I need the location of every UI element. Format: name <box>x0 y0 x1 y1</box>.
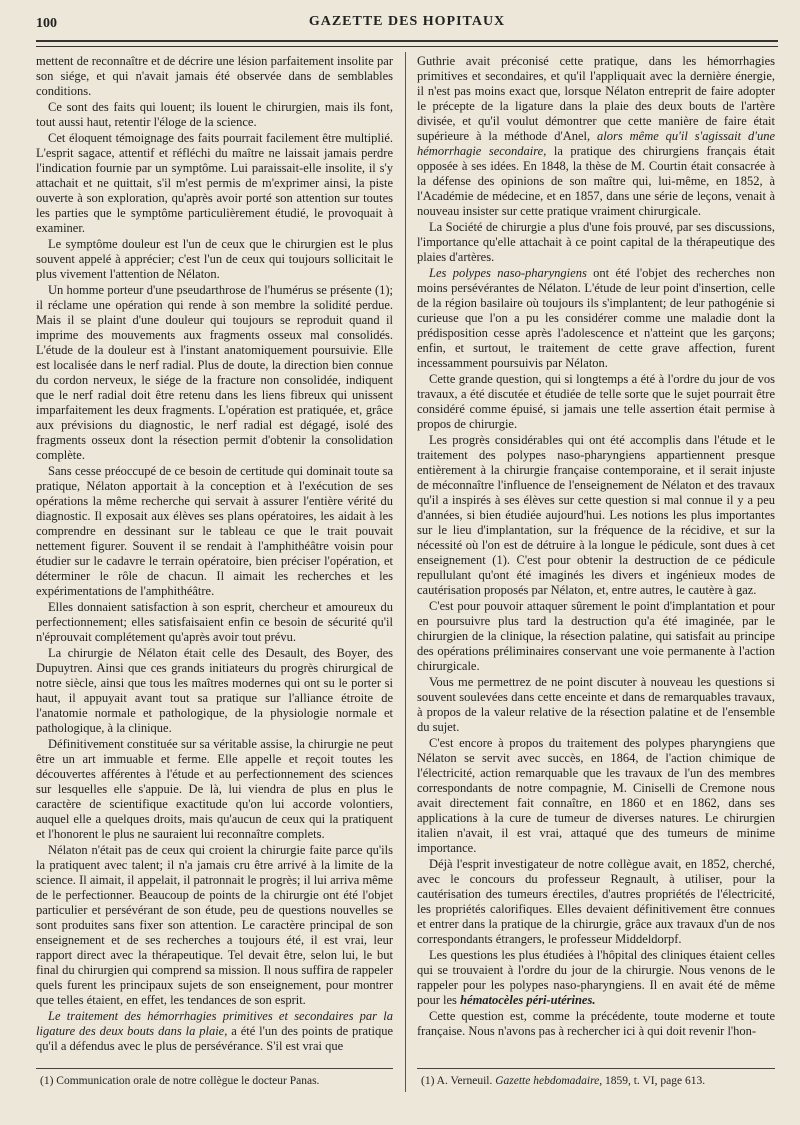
header-rule <box>36 40 778 47</box>
footnote-left: (1) Communication orale de notre collègue le docteur Panas. <box>40 1075 320 1087</box>
paragraph: Ce sont des faits qui louent; ils louent le chirurgien, mais ils font, tout aussi haut, retentir l'éloge de la science. <box>36 100 393 129</box>
left-column <box>36 54 393 1055</box>
text-run: ont été l'objet des recherches non moins persévérantes de Nélaton. L'étude de leur point d'insertion, celle de la région basilaire où toujours ils s'implantent; de leur pathogénie si curieuse que l'on a pu les considérer comme une maladie dont la prédisposition cesse après l'adolescence et n'atteint que les garçons; enfin, et surtout, le traitement de cette grave affection, furent incessamment poursuivis par Nélaton. <box>417 266 776 370</box>
italic-phrase: alors même qu'il s'agissait d'une hémorrhagie secondaire, <box>417 129 775 158</box>
paragraph: Cette question est, comme la précédente, toute moderne et toute française. Nous n'avons pas à rechercher ici à qui doit revenir l'hon- <box>417 1009 775 1038</box>
footnote-rule-left <box>36 1068 393 1069</box>
paragraph: Définitivement constituée sur sa véritable assise, la chirurgie ne peut être un art immuable et ferme. Elle appelle et reçoit toutes les découvertes afférentes à l'étude et au perfectionnement des sciences sur lesquelles elle s'appuie. De là, lui viendra de plus en plus le caractère de scientifique exactitude qu'on lui accorde volontiers, auquel elle a quelques droits, mais qu'aucun de ceux qui la pratiquent et l'honorent le plus ne sauraient lui reconnaître complets. <box>36 737 393 841</box>
right-column <box>417 54 775 1040</box>
text-run: la pratique des chirurgiens français était opposée à ses idées. En 1848, la thèse de M. Courtin était consacrée à la défense des opinions de son maître qui, lui-même, en 1852, à l'Académie de médecine, et en 1857, dans une série de leçons, venait à nouveau insister sur cette pratique vraiment chirurgicale. <box>417 144 776 218</box>
footnote-journal: Gazette hebdomadaire, <box>495 1075 603 1087</box>
paragraph <box>417 54 775 219</box>
paragraph: mettent de reconnaître et de décrire une lésion parfaitement insolite par son siége, et qui n'avait jamais été observée dans de semblables conditions. <box>36 54 393 98</box>
paragraph: C'est encore à propos du traitement des polypes pharyngiens que Nélaton se servit avec succès, en 1864, de l'action chimique de l'électricité, action remarquable que les travaux de l'un des membres correspondants de notre compagnie, M. Ciniselli de Cremone nous avait directement fait connaître, en 1860 et en 1862, dans ses applications à la cure de tumeur de diverses natures. Le chirurgien italien n'avait, il est vrai, attaqué que des tumeurs de minime importance. <box>417 736 775 855</box>
page-header <box>36 14 778 36</box>
paragraph: Les progrès considérables qui ont été accomplis dans l'étude et le traitement des polypes naso-pharyngiens appartiennent presque entièrement à la chirurgie française contemporaine, et il serait injuste de méconnaître l'influence de l'enseignement de Nélaton et des travaux qu'il a inspirés à ses élèves sur cette question si mal connue il y a peu d'années, si bien étudiée aujourd'hui. Les notions les plus importantes sur le lieu d'implantation, sur la fréquence de la récidive, et sur la nécessité où l'on est de détruire à la longue le pédicule, sont dues à cet enseignement (1). C'est pour obtenir la destruction de ce pédicule repullulant qu'ont été imaginés les divers et ingénieux modes de cautérisation proposés par Nélaton, et, entre autres, le cautère à gaz. <box>417 433 775 597</box>
bold-phrase: hématocèles péri-utérines. <box>460 993 596 1007</box>
paragraph: Un homme porteur d'une pseudarthrose de l'humérus se présente (1); il réclame une opération qui rende à son membre la solidité perdue. Mais il se plaint d'une douleur qui toujours se reproduit quand il imprime des mouvements aux fragments osseux mal consolidés. L'étude de la douleur est à l'instant anatomiquement poursuivie. Elle est localisée dans le nerf radial. Plus de doute, la direction bien connue du cordon nerveux, le siége de la fracture non consolidée, indiquent que le nerf radial doit être retenu dans les liens fibreux qui unissent imparfaitement les deux fragments. L'opération est pratiquée, et, grâce aux prévisions du diagnostic, le nerf radial est dégagé, isolé des fragments osseux dont la résection permit d'obtenir la consolidation complète. <box>36 283 393 462</box>
paragraph: Elles donnaient satisfaction à son esprit, chercheur et amoureux du perfectionnement; elles satisfaisaient enfin ce besoin de sécurité qu'il n'éprouvait complétement qu'après avoir tout prévu. <box>36 600 393 644</box>
footnote-author: (1) A. Verneuil. <box>421 1075 496 1087</box>
footnote-right <box>421 1074 771 1088</box>
paragraph: La chirurgie de Nélaton était celle des Desault, des Boyer, des Dupuytren. Ainsi que ces grands initiateurs du progrès chirurgical de notre siècle, ainsi que tous les maîtres modernes qui ont su le porter si haut, il appuyait avant tout sa pratique sur l'alliance étroite de l'anatomie normale et pathologique, de la physiologie normale et pathologique, à la clinique. <box>36 646 393 735</box>
paragraph: Cette grande question, qui si longtemps a été à l'ordre du jour de vos travaux, a été discutée et étudiée de telle sorte que le sujet pourrait être considéré comme épuisé, si jamais une telle assertion était permise à propos de chirurgie. <box>417 372 775 431</box>
paragraph: C'est pour pouvoir attaquer sûrement le point d'implantation et pour en poursuivre plus tard la destruction qu'a été imaginée, par le chirurgien de la clinique, la résection palatine, qui satisfait au principe des opérations préliminaires conservant une voie permanente à l'action chirurgicale. <box>417 599 775 673</box>
paragraph <box>36 1009 393 1054</box>
page-number: 100 <box>36 16 57 31</box>
italic-phrase: Les polypes naso-pharyngiens <box>429 266 587 280</box>
text-run: Guthrie avait préconisé cette pratique, dans les hémorrhagies primitives et secondaires, et qu'il l'appliquait avec la dernière énergie, il n'est pas moins exact que, lorsque Nélaton entreprit de faire adopter le précepte de la ligature dans la plaie des deux bouts de l'artère divisée, et qu'il voulut démontrer que cette manière de faire était supérieure à la méthode d'Anel, <box>417 54 775 143</box>
paragraph: Nélaton n'était pas de ceux qui croient la chirurgie faite parce qu'ils la pratiquent avec talent; il n'a jamais cru être arrivé à la limite de la science. Il aimait, il appelait, il patronnait le progrès; il lui arriva même de le perfectionner. Beaucoup de points de la chirurgie ont été l'objet particulier et persévérant de son étude, peu de questions nouvelles se sont produites sans fixer son attention. Le caractère principal de son enseignement et de ses recherches a toujours été, il est vrai, leur rapport direct avec la thérapeutique. Tel devait être, selon lui, le but final du chirurgien qui comprend sa mission. Il nous suffira de rappeler quels furent les principaux sujets de son enseignement, pour montrer que telles étaient, en effet, les tendances de son esprit. <box>36 843 393 1007</box>
paragraph <box>417 948 775 1008</box>
footnote-rule-right <box>417 1068 775 1069</box>
paragraph: Sans cesse préoccupé de ce besoin de certitude qui dominait toute sa pratique, Nélaton apportait à la conception et à l'exécution de ses opérations la même recherche qui servait à assurer l'entière vérité du diagnostic. Il exposait aux élèves ses plans opératoires, les aidait à les comprendre en dessinant sur le tableau ce que le trait pouvait nettement figurer. Souvent il se rendait à l'amphithéâtre voisin pour étudier sur le cadavre le terrain opératoire, bien préciser l'opération, et déterminer le rôle de chacun. Il aimait les recherches et les expérimentations de l'amphithéâtre. <box>36 464 393 598</box>
paragraph: Le symptôme douleur est l'un de ceux que le chirurgien est le plus souvent appelé à apprécier; c'est l'un de ceux qui toujours sollicitait le plus vivement l'attention de Nélaton. <box>36 237 393 281</box>
paragraph: Vous me permettrez de ne point discuter à nouveau les questions si souvent soulevées dans cette enceinte et dans de remarquables travaux, à propos de la valeur relative de la résection palatine et de l'ensemble du sujet. <box>417 675 775 734</box>
text-run: a été l'un des points de pratique qu'il a défendus avec le plus de persévérance. S'il est vrai que <box>36 1024 393 1053</box>
text-run: Les questions les plus étudiées à l'hôpital des cliniques étaient celles qui se trouvaient à l'ordre du jour de la chirurgie. Nous venons de le rappeler pour les polypes naso-pharyngiens. Il en avait été de même pour les <box>417 948 775 1007</box>
journal-title: GAZETTE DES HOPITAUX <box>308 14 506 29</box>
paragraph: Cet éloquent témoignage des faits pourrait facilement être multiplié. L'esprit sagace, attentif et réfléchi du maître ne laissait jamais perdre l'indication fournie par un symptôme. Lui paraissait-elle insolite, il s'y attachait et ne quittait, s'il m'est permis de m'exprimer ainsi, la piste ouverte à son exploration, qu'après avoir porté son attention sur toutes les parties que le symptôme particulièrement étudié, le provoquait à examiner. <box>36 131 393 235</box>
paragraph: La Société de chirurgie a plus d'une fois prouvé, par ses discussions, l'importance qu'elle attachait à ce point capital de la thérapeutique des plaies d'artères. <box>417 220 775 264</box>
paragraph: Déjà l'esprit investigateur de notre collègue avait, en 1852, cherché, avec le concours du professeur Regnault, à utiliser, pour la cautérisation des tumeurs érectiles, d'autres propriétés de l'électricité, les propriétés calorifiques. Elles devaient définitivement être connues et entrer dans la pratique de la chirurgie, grâce aux travaux d'un de nos correspondants étrangers, le professeur Middeldorpf. <box>417 857 775 946</box>
column-divider <box>405 52 406 1092</box>
italic-phrase: Le traitement des hémorrhagies primitives et secondaires par la ligature des deux bouts dans la plaie, <box>36 1009 393 1038</box>
footnote-reference: 1859, t. VI, page 613. <box>602 1075 706 1087</box>
paragraph <box>417 266 775 371</box>
